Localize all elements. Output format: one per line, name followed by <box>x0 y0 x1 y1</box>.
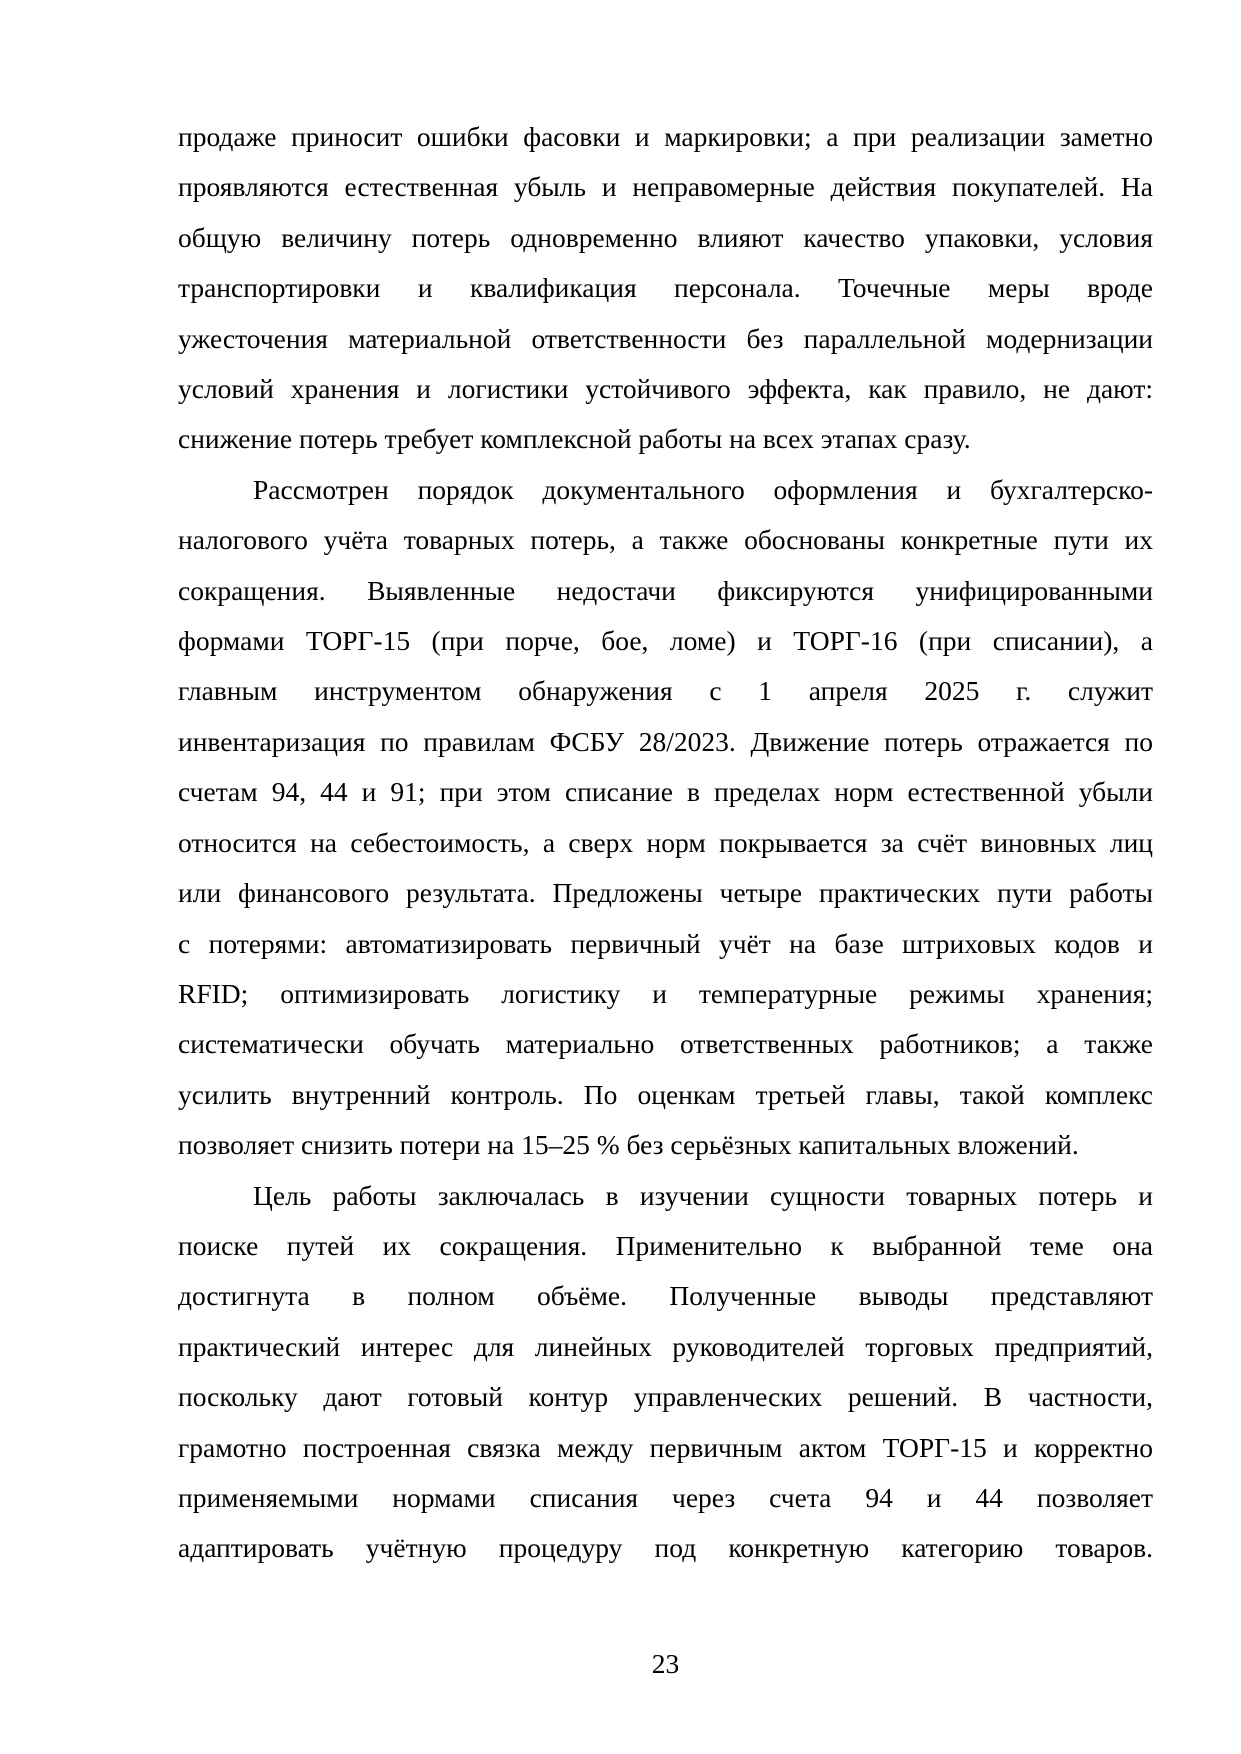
text-line: применяемыми нормами списания через счета 94 и 44 позволяет <box>178 1481 1153 1513</box>
text-line: или финансового результата. Предложены четыре практических пути работы <box>178 877 1153 909</box>
text-line: проявляются естественная убыль и неправомерные действия покупателей. На <box>178 171 1153 203</box>
text-line: общую величину потерь одновременно влияют качество упаковки, условия <box>178 221 1153 253</box>
text-line: снижение потерь требует комплексной работы на всех этапах сразу. <box>178 423 971 455</box>
body-text <box>178 112 1153 1574</box>
text-line: позволяет снизить потери на 15–25 % без серьёзных капитальных вложений. <box>178 1129 1079 1161</box>
text-line: налогового учёта товарных потерь, а также обоснованы конкретные пути их <box>178 524 1153 556</box>
text-line: усилить внутренний контроль. По оценкам третьей главы, такой комплекс <box>178 1078 1153 1110</box>
text-line: относится на себестоимость, а сверх норм покрывается за счёт виновных лиц <box>178 826 1153 858</box>
paragraph-2 <box>178 465 1153 1171</box>
text-line: практический интерес для линейных руководителей торговых предприятий, <box>178 1330 1153 1362</box>
text-line: грамотно построенная связка между первичным актом ТОРГ-15 и корректно <box>178 1431 1153 1463</box>
text-line: Рассмотрен порядок документального оформления и бухгалтерско- <box>253 473 1153 505</box>
text-line: RFID; оптимизировать логистику и температурные режимы хранения; <box>178 977 1153 1009</box>
text-line: продаже приносит ошибки фасовки и маркировки; а при реализации заметно <box>178 121 1153 152</box>
paragraph-3 <box>178 1171 1153 1574</box>
text-line: формами ТОРГ-15 (при порче, бое, ломе) и ТОРГ-16 (при списании), а <box>178 625 1153 657</box>
page-number: 23 <box>651 1648 680 1679</box>
text-line: Цель работы заключалась в изучении сущности товарных потерь и <box>253 1179 1153 1211</box>
text-line: поиске путей их сокращения. Применительно к выбранной теме она <box>178 1229 1153 1261</box>
text-line: достигнута в полном объёме. Полученные выводы представляют <box>178 1280 1153 1312</box>
text-line: с потерями: автоматизировать первичный учёт на базе штриховых кодов и <box>178 927 1153 959</box>
text-line: главным инструментом обнаружения с 1 апреля 2025 г. служит <box>178 675 1153 707</box>
text-line: сокращения. Выявленные недостачи фиксируются унифицированными <box>178 574 1153 606</box>
text-line: адаптировать учётную процедуру под конкретную категорию товаров. <box>178 1532 1153 1564</box>
text-line: инвентаризация по правилам ФСБУ 28/2023. Движение потерь отражается по <box>178 725 1153 757</box>
paragraph-1 <box>178 112 1153 465</box>
text-line: ужесточения материальной ответственности без параллельной модернизации <box>178 322 1153 354</box>
text-line: систематически обучать материально ответственных работников; а также <box>178 1028 1153 1060</box>
text-line: транспортировки и квалификация персонала. Точечные меры вроде <box>178 272 1153 304</box>
text-line: счетам 94, 44 и 91; при этом списание в пределах норм естественной убыли <box>178 776 1153 808</box>
text-line: поскольку дают готовый контур управленческих решений. В частности, <box>178 1381 1153 1413</box>
text-line: условий хранения и логистики устойчивого эффекта, как правило, не дают: <box>178 373 1153 405</box>
